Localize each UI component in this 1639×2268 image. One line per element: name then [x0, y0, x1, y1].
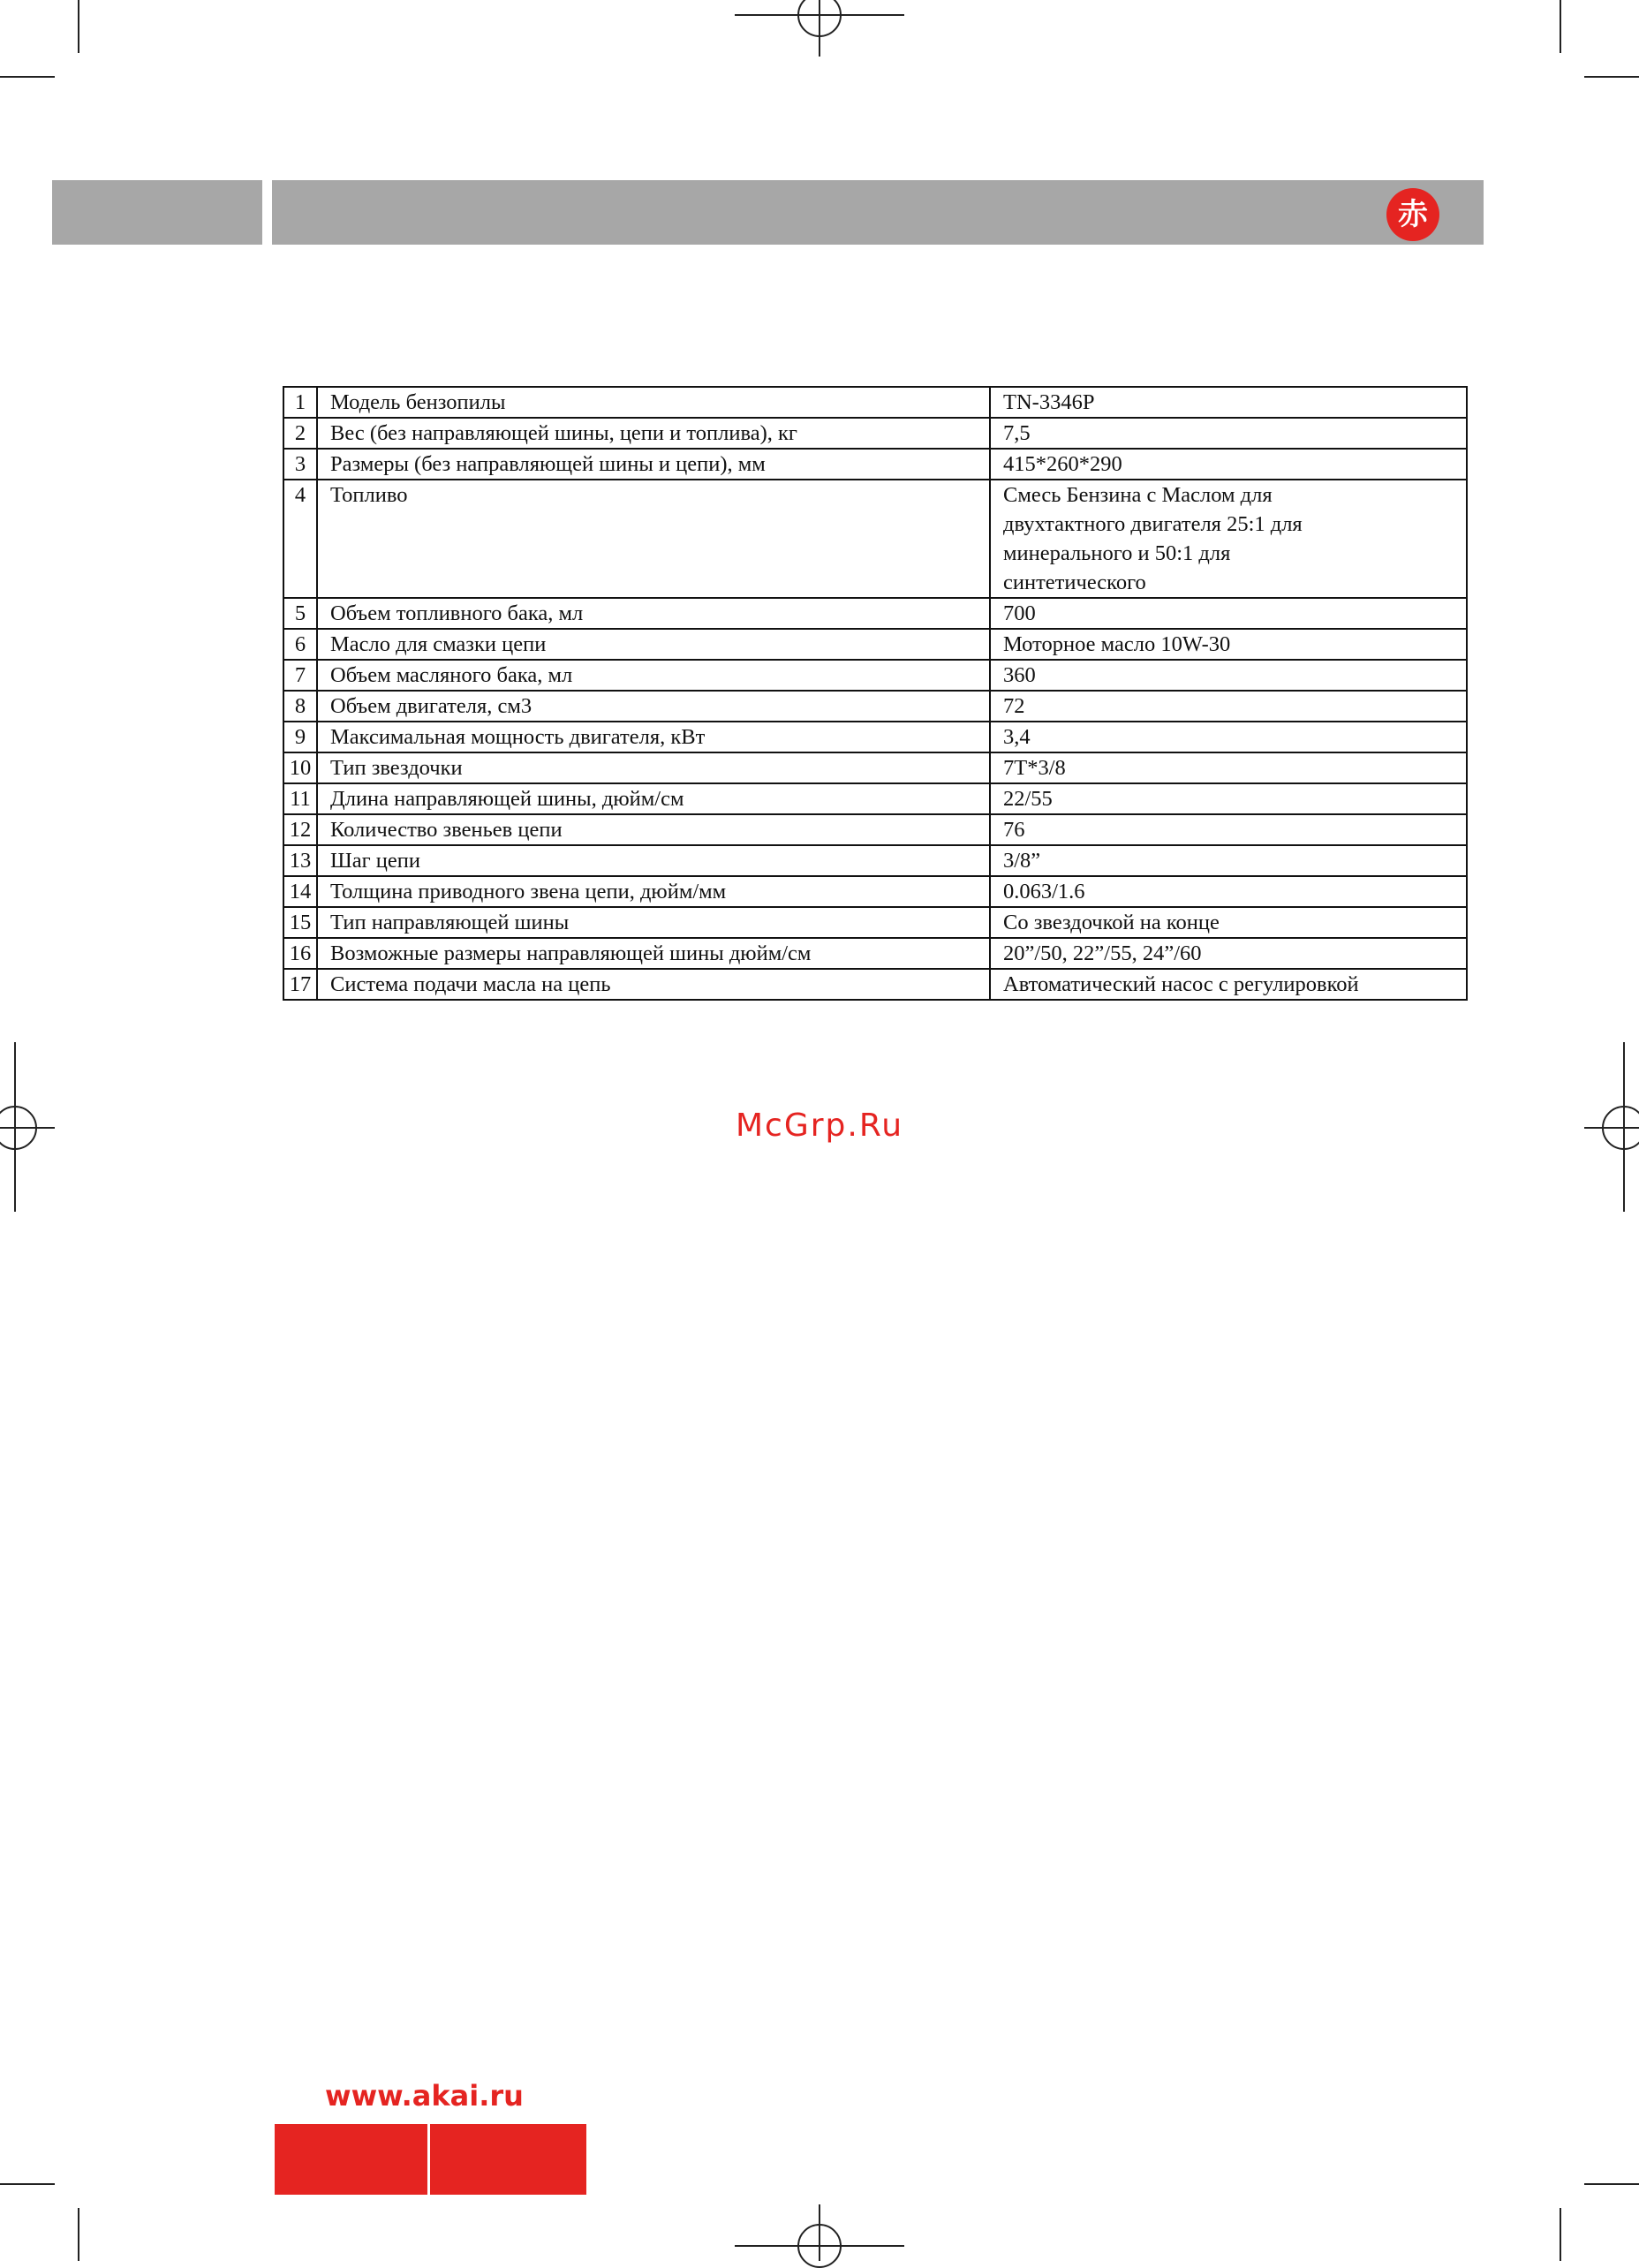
- row-number: 14: [283, 876, 317, 907]
- row-value: 72: [990, 691, 1467, 722]
- row-parameter: Модель бензопилы: [317, 387, 990, 418]
- row-number: 17: [283, 969, 317, 1000]
- table-row: [283, 691, 1467, 722]
- table-row: [283, 907, 1467, 938]
- footer-bar-right: [430, 2124, 586, 2195]
- crop-mark: [1560, 0, 1561, 53]
- website-link[interactable]: www.akai.ru: [325, 2079, 524, 2113]
- spec-table-body: [283, 387, 1467, 1000]
- row-value: 0.063/1.6: [990, 876, 1467, 907]
- row-number: 4: [283, 480, 317, 598]
- row-number: 15: [283, 907, 317, 938]
- row-value: 20”/50, 22”/55, 24”/60: [990, 938, 1467, 969]
- registration-circle: [797, 2224, 842, 2268]
- row-value: 7,5: [990, 418, 1467, 449]
- row-value: TN-3346P: [990, 387, 1467, 418]
- row-value: Смесь Бензина с Маслом для двухтактного двигателя 25:1 для минерального и 50:1 для синтетического: [990, 480, 1467, 598]
- header-bar: [272, 180, 1484, 245]
- table-row: [283, 660, 1467, 691]
- table-row: [283, 449, 1467, 480]
- crop-mark: [0, 76, 55, 78]
- table-row: [283, 938, 1467, 969]
- table-row: [283, 722, 1467, 752]
- crop-mark: [78, 2208, 79, 2261]
- row-value: 700: [990, 598, 1467, 629]
- row-number: 7: [283, 660, 317, 691]
- row-value: 76: [990, 814, 1467, 845]
- table-row: [283, 814, 1467, 845]
- row-value: Моторное масло 10W-30: [990, 629, 1467, 660]
- row-parameter: Размеры (без направляющей шины и цепи), мм: [317, 449, 990, 480]
- row-parameter: Вес (без направляющей шины, цепи и топлива), кг: [317, 418, 990, 449]
- row-parameter: Максимальная мощность двигателя, кВт: [317, 722, 990, 752]
- table-row: [283, 598, 1467, 629]
- row-parameter: Система подачи масла на цепь: [317, 969, 990, 1000]
- row-number: 13: [283, 845, 317, 876]
- row-value: Со звездочкой на конце: [990, 907, 1467, 938]
- row-parameter: Толщина приводного звена цепи, дюйм/мм: [317, 876, 990, 907]
- row-number: 2: [283, 418, 317, 449]
- table-row: [283, 876, 1467, 907]
- table-row: [283, 629, 1467, 660]
- row-number: 5: [283, 598, 317, 629]
- row-parameter: Объем двигателя, см3: [317, 691, 990, 722]
- row-number: 8: [283, 691, 317, 722]
- row-number: 11: [283, 783, 317, 814]
- watermark-text: McGrp.Ru: [735, 1108, 904, 1144]
- row-value: 22/55: [990, 783, 1467, 814]
- row-parameter: Объем масляного бака, мл: [317, 660, 990, 691]
- table-row: [283, 845, 1467, 876]
- row-number: 1: [283, 387, 317, 418]
- crop-mark: [1584, 2183, 1639, 2185]
- table-row: [283, 969, 1467, 1000]
- row-parameter: Возможные размеры направляющей шины дюйм/см: [317, 938, 990, 969]
- row-number: 10: [283, 752, 317, 783]
- row-number: 9: [283, 722, 317, 752]
- brand-logo-icon: 赤: [1386, 188, 1439, 241]
- row-parameter: Тип звездочки: [317, 752, 990, 783]
- row-value: Автоматический насос с регулировкой: [990, 969, 1467, 1000]
- row-number: 16: [283, 938, 317, 969]
- row-number: 12: [283, 814, 317, 845]
- header-bar-left: [52, 180, 262, 245]
- footer-bar-left: [275, 2124, 427, 2195]
- crop-mark: [78, 0, 79, 53]
- table-row: [283, 783, 1467, 814]
- row-parameter: Масло для смазки цепи: [317, 629, 990, 660]
- table-row: [283, 752, 1467, 783]
- row-parameter: Количество звеньев цепи: [317, 814, 990, 845]
- row-value: 7T*3/8: [990, 752, 1467, 783]
- row-value: 415*260*290: [990, 449, 1467, 480]
- row-value: 3/8”: [990, 845, 1467, 876]
- row-parameter: Длина направляющей шины, дюйм/см: [317, 783, 990, 814]
- row-value: 360: [990, 660, 1467, 691]
- table-row: [283, 480, 1467, 598]
- row-value: 3,4: [990, 722, 1467, 752]
- crop-mark: [0, 2183, 55, 2185]
- crop-mark: [1560, 2208, 1561, 2261]
- row-parameter: Шаг цепи: [317, 845, 990, 876]
- table-row: [283, 387, 1467, 418]
- crop-mark: [1584, 76, 1639, 78]
- table-row: [283, 418, 1467, 449]
- registration-circle: [797, 0, 842, 37]
- spec-table: [283, 386, 1468, 1001]
- row-number: 3: [283, 449, 317, 480]
- row-parameter: Тип направляющей шины: [317, 907, 990, 938]
- row-parameter: Топливо: [317, 480, 990, 598]
- row-number: 6: [283, 629, 317, 660]
- row-parameter: Объем топливного бака, мл: [317, 598, 990, 629]
